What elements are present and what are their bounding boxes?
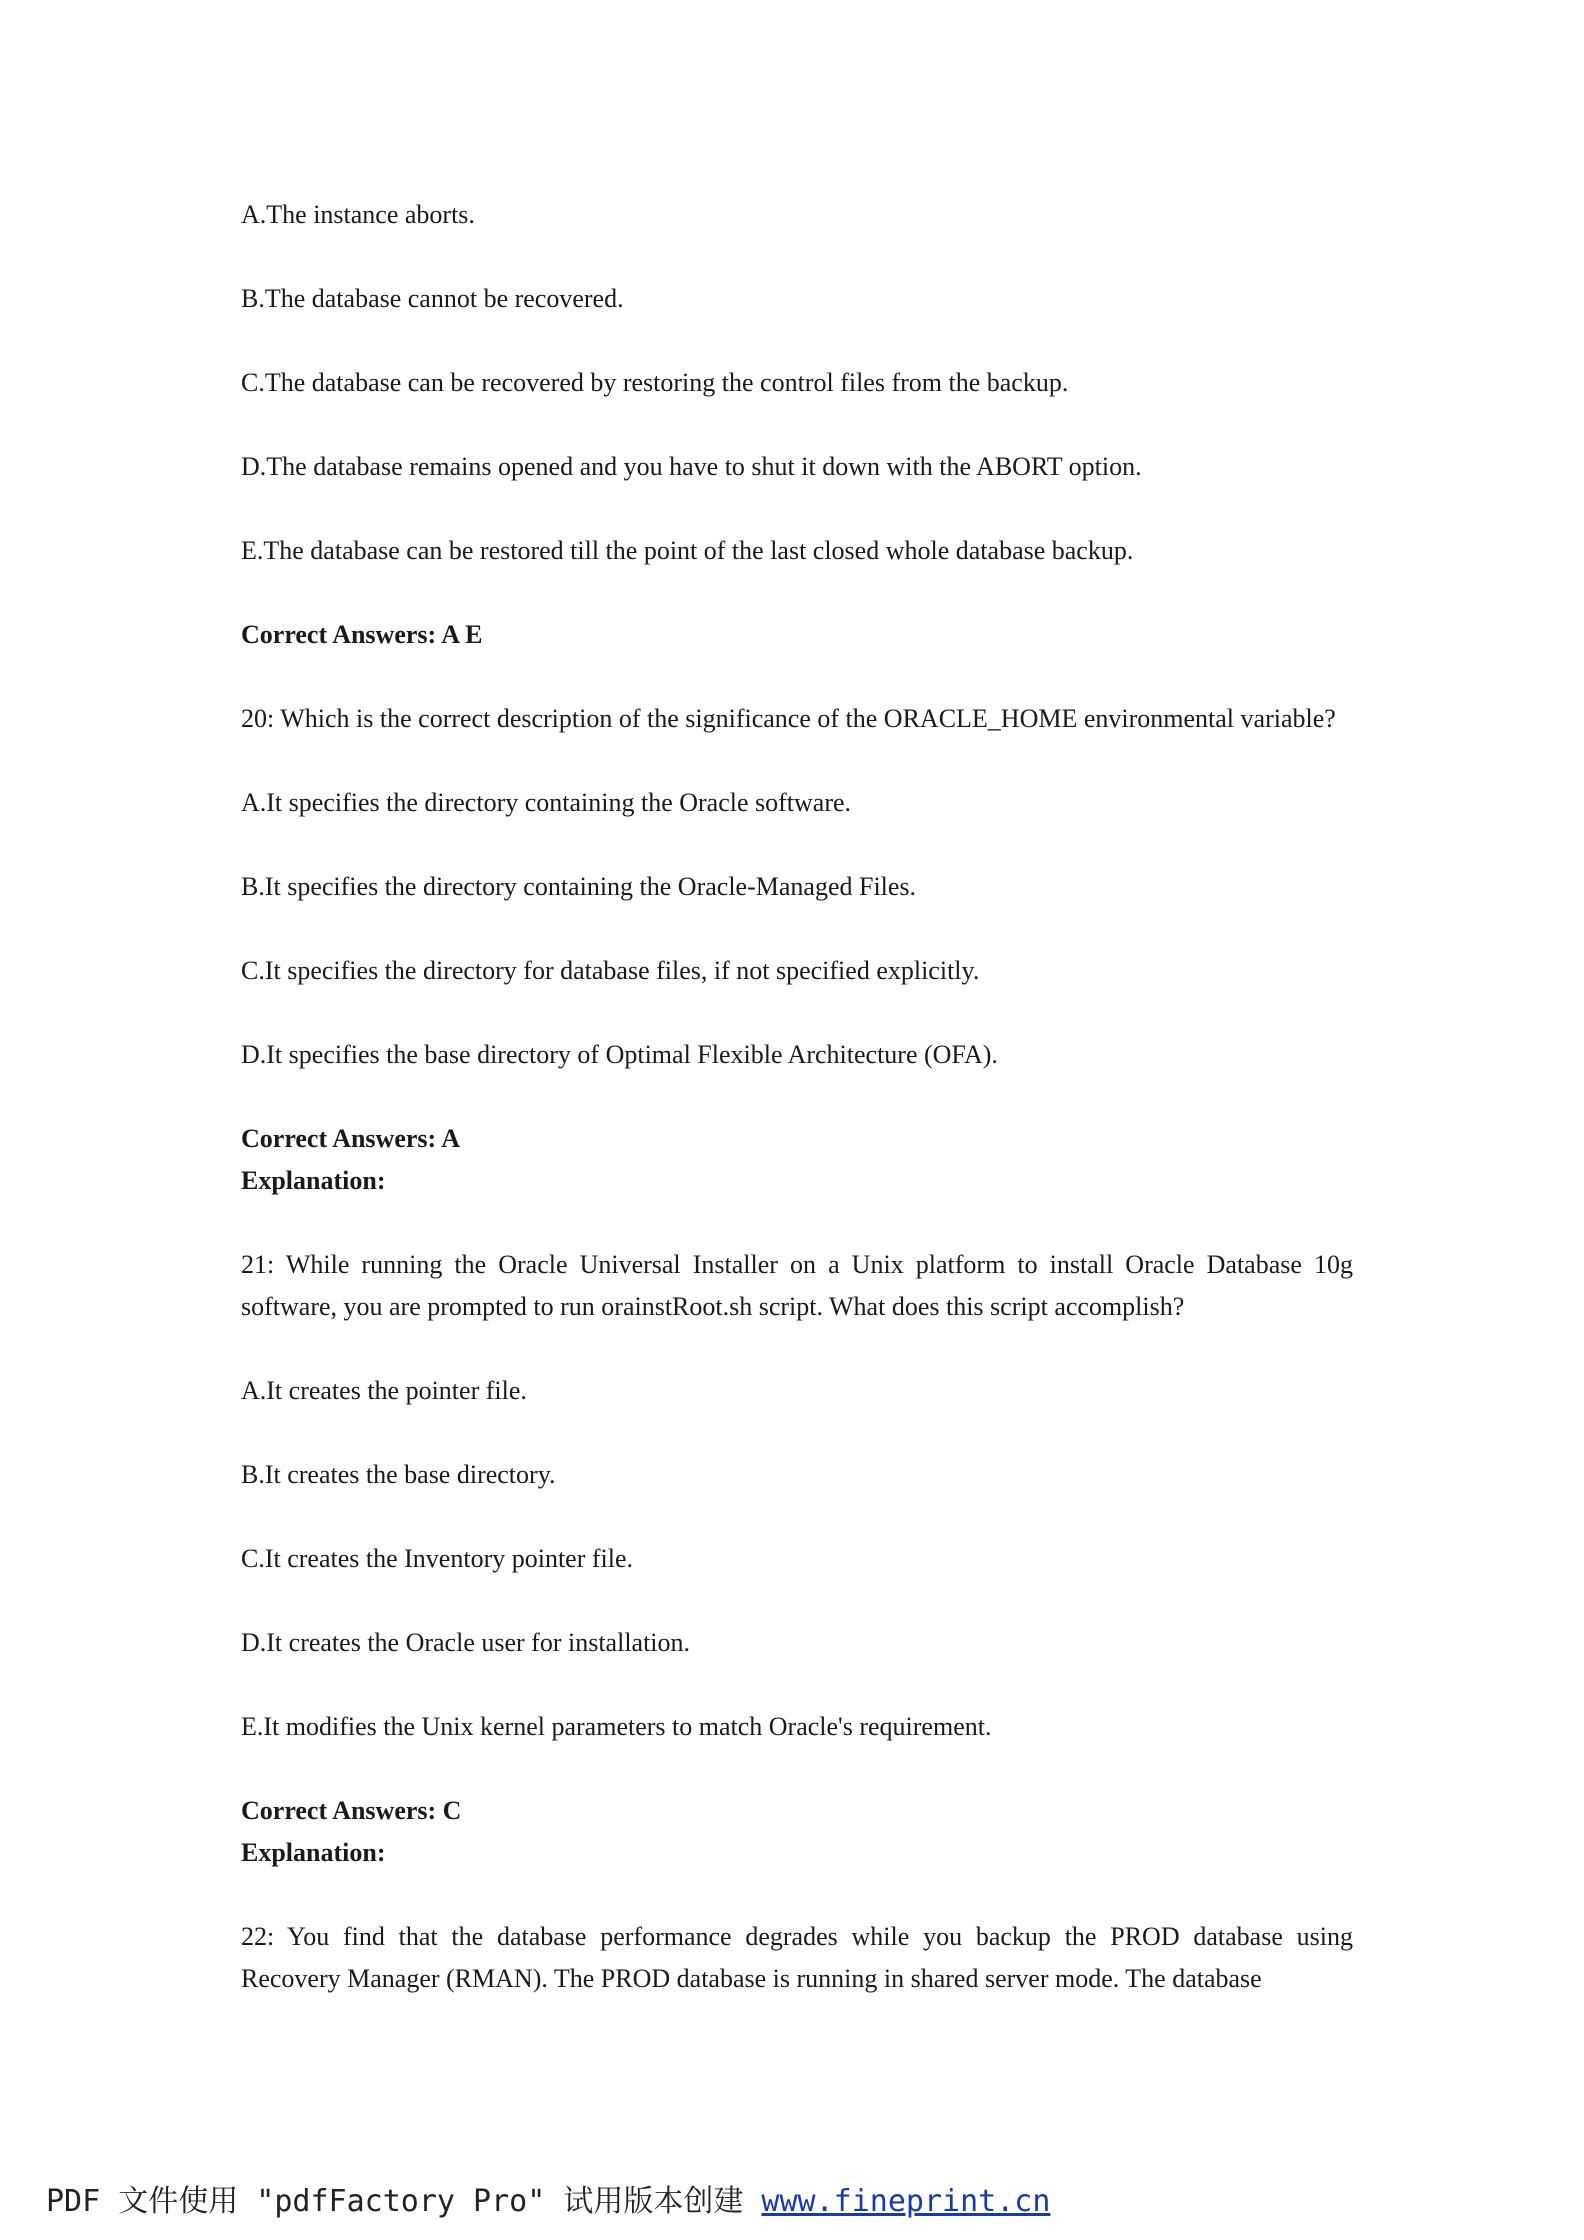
q21-explanation-label: Explanation: <box>241 1838 386 1867</box>
footer-text: PDF 文件使用 "pdfFactory Pro" 试用版本创建 <box>46 2184 762 2219</box>
q19-option-e: E.The database can be restored till the point of the last closed whole database backup. <box>241 536 1134 565</box>
q20-correct-answers: Correct Answers: A <box>241 1124 461 1153</box>
document-body <box>241 194 1353 2000</box>
q21-option-d: D.It creates the Oracle user for installation. <box>241 1628 691 1657</box>
q21-option-b: B.It creates the base directory. <box>241 1460 556 1489</box>
q21-question: 21: While running the Oracle Universal Installer on a Unix platform to install Oracle Database 10g software, you are prompted to run orainstRoot.sh script. What does this script accomplish? <box>241 1250 1353 1321</box>
q19-option-a: A.The instance aborts. <box>241 200 475 229</box>
pdf-watermark-footer <box>46 2184 1050 2220</box>
q20-option-b: B.It specifies the directory containing the Oracle-Managed Files. <box>241 872 917 901</box>
q19-option-d: D.The database remains opened and you have to shut it down with the ABORT option. <box>241 452 1142 481</box>
q22-question: 22: You find that the database performance degrades while you backup the PROD database using Recovery Manager (RMAN). The PROD database is running in shared server mode. The database <box>241 1922 1353 1993</box>
fineprint-link[interactable]: www.fineprint.cn <box>761 2184 1051 2219</box>
q20-option-a: A.It specifies the directory containing the Oracle software. <box>241 788 852 817</box>
q19-correct-answers: Correct Answers: A E <box>241 620 483 649</box>
q21-option-e: E.It modifies the Unix kernel parameters to match Oracle's requirement. <box>241 1712 992 1741</box>
q20-option-d: D.It specifies the base directory of Optimal Flexible Architecture (OFA). <box>241 1040 998 1069</box>
q19-option-b: B.The database cannot be recovered. <box>241 284 624 313</box>
q21-correct-answers: Correct Answers: C <box>241 1796 462 1825</box>
q20-question: 20: Which is the correct description of the significance of the ORACLE_HOME environmental variable? <box>241 704 1336 733</box>
q21-option-a: A.It creates the pointer file. <box>241 1376 527 1405</box>
q21-option-c: C.It creates the Inventory pointer file. <box>241 1544 634 1573</box>
q20-explanation-label: Explanation: <box>241 1166 386 1195</box>
q20-option-c: C.It specifies the directory for database files, if not specified explicitly. <box>241 956 980 985</box>
q19-option-c: C.The database can be recovered by restoring the control files from the backup. <box>241 368 1069 397</box>
